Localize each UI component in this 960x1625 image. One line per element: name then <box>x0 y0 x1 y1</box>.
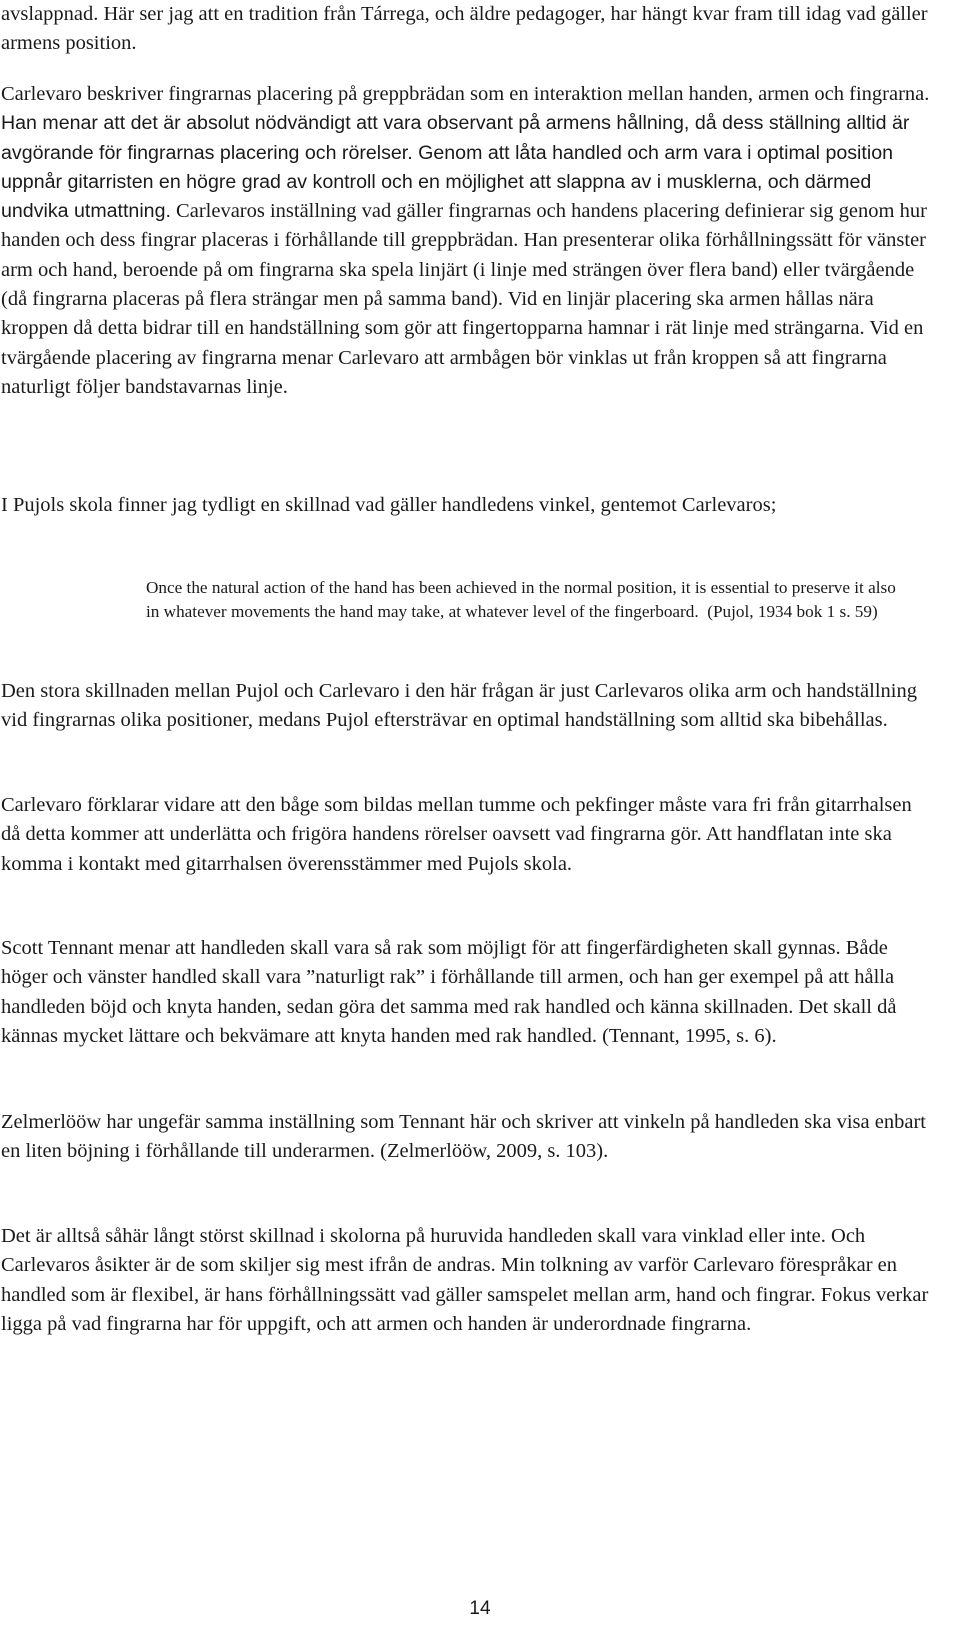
paragraph-text: I Pujols skola finner jag tydligt en skillnad vad gäller handledens vinkel, gentemot Carlevaros; <box>1 494 777 516</box>
quote-text: Once the natural action of the hand has been achieved in the normal position, it is essential to preserve it also in whatever movements the hand may take, at whatever level of the fingerboard. <box>146 578 896 622</box>
paragraph-text: Scott Tennant menar att handleden skall vara så rak som möjligt för att fingerfärdigheten skall gynnas. Både höger och vänster handled skall vara ”naturligt rak” i förhållande till armen, och han ger exempel på att hålla handleden böjd och knyta handen, sedan göra det samma med rak handled och känna skillnaden. Det skall då kännas mycket lättare och bekvämare att knyta handen med rak handled. (Tennant, 1995, s. 6). <box>1 937 897 1047</box>
paragraph-text: Den stora skillnaden mellan Pujol och Carlevaro i den här frågan är just Carlevaros olika arm och handställning vid fingrarnas olika positioner, medans Pujol eftersträvar en optimal handställning som alltid ska bibehållas. <box>1 680 917 732</box>
paragraph-carlevaro-placement <box>1 80 933 402</box>
paragraph-text: Zelmerlööw har ungefär samma inställning som Tennant här och skriver att vinkeln på handleden ska visa enbart en liten böjning i förhållande till underarmen. (Zelmerlööw, 2009, s. 103). <box>1 1111 926 1163</box>
paragraph-continuation <box>1 0 933 59</box>
page-number: 14 <box>469 1598 491 1619</box>
paragraph-text: Carlevaro förklarar vidare att den båge som bildas mellan tumme och pekfinger måste vara fri från gitarrhalsen då detta kommer att underlätta och frigöra handens rörelser oavsett vad fingrarna gör. Att handflatan inte ska komma i kontakt med gitarrhalsen överensstämmer med Pujols skola. <box>1 794 912 875</box>
paragraph-difference <box>1 677 933 736</box>
paragraph-pujol-intro <box>1 491 933 520</box>
paragraph-text-part-a: Carlevaro beskriver fingrarnas placering på greppbrädan som en interaktion mellan handen, armen och fingrarna. <box>1 83 930 105</box>
paragraph-text-part-c: Carlevaros inställning vad gäller fingrarnas och handens placering definierar sig genom hur handen och dess fingrar placeras i förhållande till greppbrädan. Han presenterar olika förhållningssätt för vänster arm och hand, beroende på om fingrarna ska spela linjärt (i linje med strängen över flera band) eller tvärgående (då fingrarna placeras på flera strängar men på samma band). Vid en linjär placering ska armen hållas nära kroppen då detta bidrar till en handställning som gör att fingertopparna hamnar i rät linje med strängarna. Vid en tvärgående placering av fingrarna menar Carlevaro att armbågen bör vinklas ut från kroppen så att fingrarna naturligt följer bandstavarnas linje. <box>1 200 927 398</box>
paragraph-thumb-arch <box>1 791 933 879</box>
paragraph-conclusion <box>1 1222 933 1339</box>
quote-citation: (Pujol, 1934 bok 1 s. 59) <box>707 602 878 622</box>
paragraph-text: Det är alltså såhär långt störst skillnad i skolorna på huruvida handleden skall vara vinklad eller inte. Och Carlevaros åsikter är de som skiljer sig mest ifrån de andras. Min tolkning av varför Carlevaro förespråkar en handled som är flexibel, är hans förhållningssätt vad gäller samspelet mellan arm, hand och fingrar. Fokus verkar ligga på vad fingrarna har för uppgift, och att armen och handen är underordnade fingrarna. <box>1 1225 929 1335</box>
block-quote <box>146 576 906 625</box>
paragraph-text-part-b: Han menar att det är absolut nödvändigt att vara observant på armens hållning, då dess ställning alltid är avgörande för fingrarnas placering och rörelser. Genom att låta handled och arm vara i optimal position uppnår gitarristen en högre grad av kontroll och en möjlighet att slappna av i musklerna, och därmed undvika utmattning. <box>1 112 910 223</box>
paragraph-text: avslappnad. Här ser jag att en tradition från Tárrega, och äldre pedagoger, har hängt kvar fram till idag vad gäller armens position. <box>1 3 928 55</box>
paragraph-tennant <box>1 934 933 1051</box>
paragraph-zelmerloow <box>1 1108 933 1167</box>
